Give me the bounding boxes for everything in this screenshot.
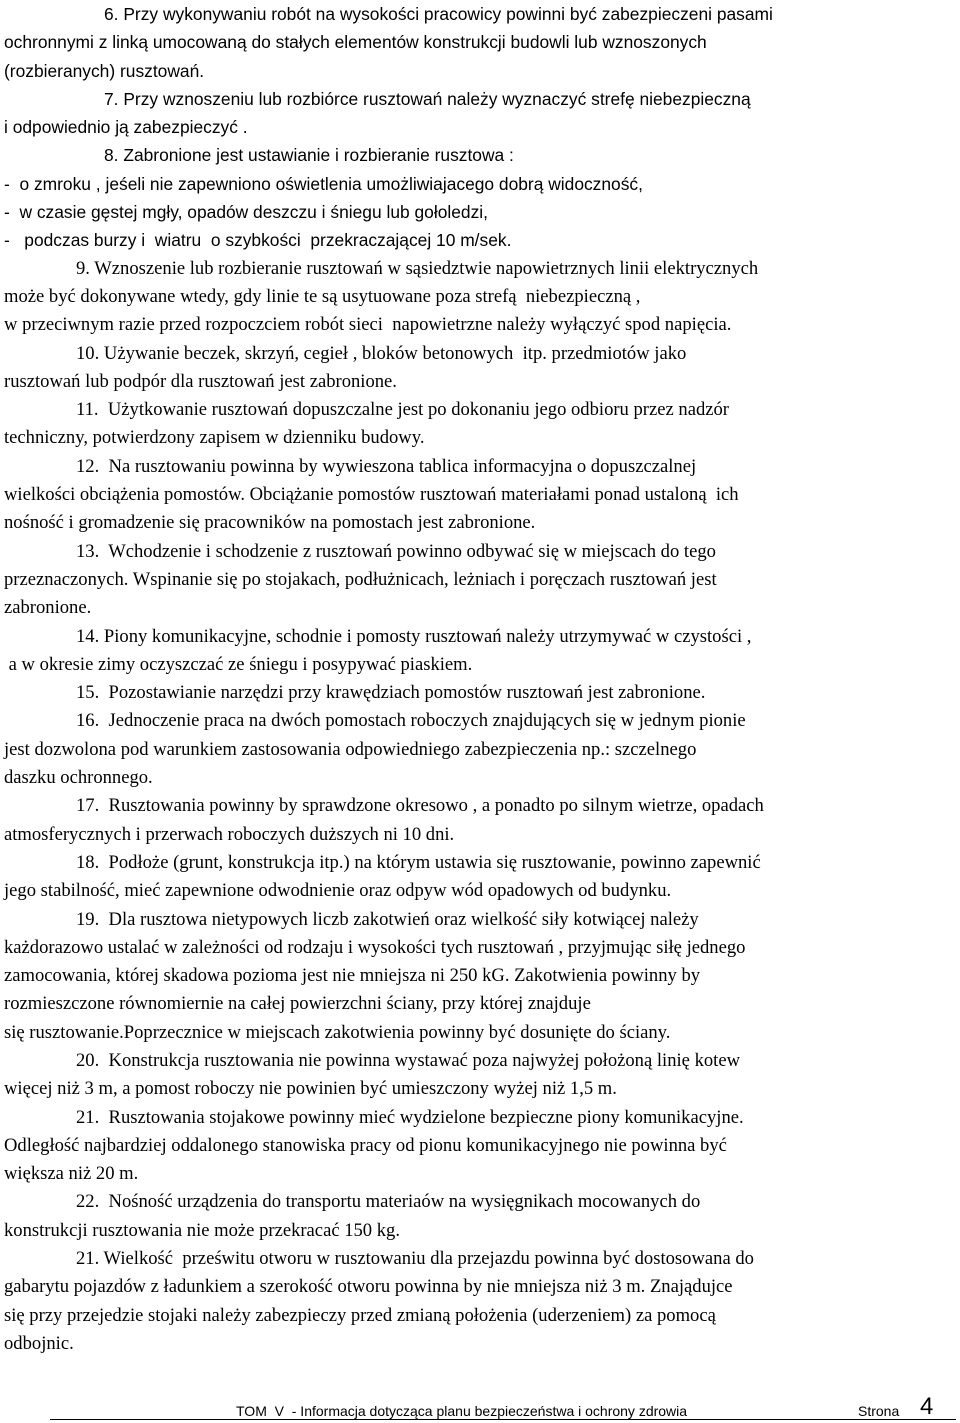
text-line: 15. Pozostawianie narzędzi przy krawędziach pomostów rusztowań jest zabronione. [76, 682, 706, 704]
text-line: ochronnymi z linką umocowaną do stałych elementów konstrukcji budowli lub wznoszonych [4, 32, 707, 53]
footer-rule [50, 1419, 956, 1420]
text-line: - podczas burzy i wiatru o szybkości przekraczającej 10 m/sek. [4, 230, 512, 251]
text-line: 10. Używanie beczek, skrzyń, cegieł , bloków betonowych itp. przedmiotów jako [76, 342, 687, 364]
page-number: 4 [920, 1393, 934, 1420]
text-line: w przeciwnym razie przed rozpoczciem robót sieci napowietrzne należy wyłączyć spod napięcia. [4, 314, 732, 336]
text-line: zamocowania, której skadowa pozioma jest nie mniejsza ni 250 kG. Zakotwienia powinny by [4, 965, 701, 987]
text-line: atmosferycznych i przerwach roboczych duższych ni 10 dni. [4, 823, 455, 845]
text-line: się rusztowanie.Poprzecznice w miejscach zakotwienia powinny być dosunięte do ściany. [4, 1021, 671, 1043]
document-body [4, 0, 956, 1358]
text-line: 19. Dla rusztowa nietypowych liczb zakotwień oraz wielkość siły kotwiącej należy [76, 908, 699, 930]
text-line: 7. Przy wznoszeniu lub rozbiórce rusztowań należy wyznaczyć strefę niebezpieczną [104, 88, 751, 109]
footer-page-label: Strona [858, 1403, 900, 1419]
text-line: - o zmroku , jeśeli nie zapewniono oświetlenia umożliwiajacego dobrą widoczność, [4, 173, 643, 194]
text-line: Odległość najbardziej oddalonego stanowiska pracy od pionu komunikacyjnego nie powinna być [4, 1134, 727, 1156]
text-line: każdorazowo ustalać w zależności od rodzaju i wysokości tych rusztowań , przyjmując siłę jednego [4, 936, 746, 958]
text-line: 9. Wznoszenie lub rozbieranie rusztowań w sąsiedztwie napowietrznych linii elektrycznych [76, 257, 759, 279]
text-line: zabronione. [4, 597, 92, 619]
text-line: 16. Jednoczenie praca na dwóch pomostach roboczych znajdujących się w jednym pionie [76, 710, 746, 732]
text-line: 6. Przy wykonywaniu robót na wysokości pracowicy powinni być zabezpieczeni pasami [104, 4, 773, 24]
text-line: rozmieszczone równomiernie na całej powierzchni ściany, przy której znajduje [4, 993, 591, 1015]
text-line: daszku ochronnego. [4, 767, 153, 789]
footer-title: TOM V - Informacja dotycząca planu bezpieczeństwa i ochrony zdrowia [236, 1403, 688, 1419]
text-line: techniczny, potwierdzony zapisem w dzienniku budowy. [4, 427, 425, 449]
text-line: 21. Wielkość prześwitu otworu w rusztowaniu dla przejazdu powinna być dostosowana do [76, 1248, 754, 1270]
text-line: 11. Użytkowanie rusztowań dopuszczalne jest po dokonaniu jego odbioru przez nadzór [76, 399, 729, 421]
text-line: - w czasie gęstej mgły, opadów deszczu i śniegu lub gołoledzi, [4, 202, 488, 223]
text-line: 18. Podłoże (grunt, konstrukcja itp.) na którym ustawia się rusztowanie, powinno zapewnić [76, 851, 761, 873]
text-line: może być dokonywane wtedy, gdy linie te są usytuowane poza strefą niebezpieczną , [4, 285, 641, 307]
text-line: i odpowiednio ją zabezpieczyć . [4, 117, 248, 138]
text-line: (rozbieranych) rusztowań. [4, 60, 205, 81]
page-footer [50, 1392, 956, 1422]
text-line: konstrukcji rusztowania nie może przekracać 150 kg. [4, 1219, 400, 1241]
text-line: 13. Wchodzenie i schodzenie z rusztowań powinno odbywać się w miejscach do tego [76, 540, 716, 562]
text-line: 22. Nośność urządzenia do transportu materiaów na wysięgnikach mocowanych do [76, 1191, 701, 1213]
text-line: się przy przejedzie stojaki należy zabezpieczy przed zmianą położenia (uderzeniem) za pomocą [4, 1304, 716, 1326]
text-line: więcej niż 3 m, a pomost roboczy nie powinien być umieszczony wyżej niż 1,5 m. [4, 1078, 617, 1100]
text-line: jest dozwolona pod warunkiem zastosowania odpowiedniego zabezpieczenia np.: szczelnego [4, 738, 697, 760]
text-line: 14. Piony komunikacyjne, schodnie i pomosty rusztowań należy utrzymywać w czystości , [76, 625, 752, 647]
text-line: gabarytu pojazdów z ładunkiem a szerokość otworu powinna by nie mniejsza niż 3 m. Znajądujce [4, 1276, 733, 1298]
text-line: rusztowań lub podpór dla rusztowań jest zabronione. [4, 370, 397, 392]
text-line: jego stabilność, mieć zapewnione odwodnienie oraz odpyw wód opadowych od budynku. [4, 880, 672, 902]
text-line: 20. Konstrukcja rusztowania nie powinna wystawać poza najwyżej położoną linię kotew [76, 1049, 741, 1071]
text-line: nośność i gromadzenie się pracowników na pomostach jest zabronione. [4, 512, 536, 534]
text-line: przeznaczonych. Wspinanie się po stojakach, podłużnicach, leżniach i poręczach rusztowań jest [4, 568, 717, 590]
text-line: odbojnic. [4, 1332, 74, 1354]
text-line: 21. Rusztowania stojakowe powinny mieć wydzielone bezpieczne piony komunikacyjne. [76, 1106, 744, 1128]
text-line: a w okresie zimy oczyszczać ze śniegu i posypywać piaskiem. [4, 653, 473, 675]
text-line: 8. Zabronione jest ustawianie i rozbieranie rusztowa : [104, 145, 514, 166]
text-line: 12. Na rusztowaniu powinna by wywieszona tablica informacyjna o dopuszczalnej [76, 455, 697, 477]
text-line: większa niż 20 m. [4, 1163, 139, 1185]
text-line: 17. Rusztowania powinny by sprawdzone okresowo , a ponadto po silnym wietrze, opadach [76, 795, 764, 817]
text-line: wielkości obciążenia pomostów. Obciążanie pomostów rusztowań materiałami ponad ustaloną ich [4, 484, 739, 506]
